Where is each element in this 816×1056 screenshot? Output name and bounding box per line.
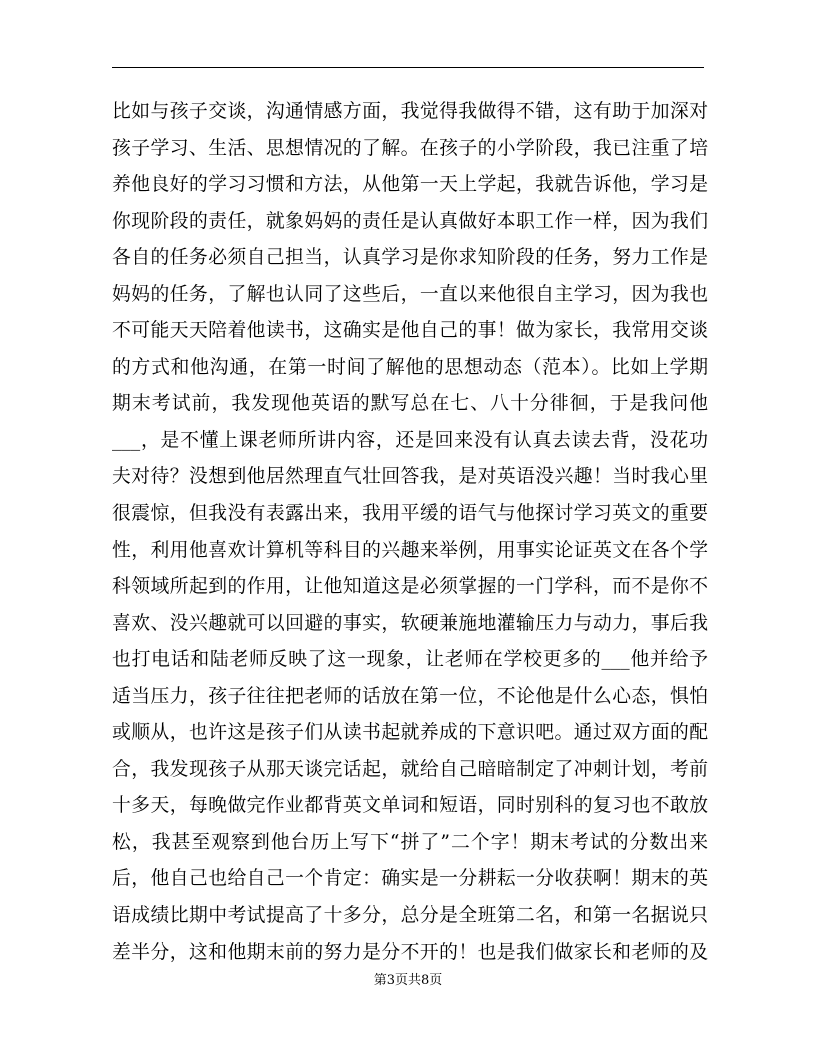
page-number-footer: 第3页共8页 [373,973,443,988]
text-line: 期末考试前，我发现他英语的默写总在七、八十分徘徊，于是我问他 [112,393,708,415]
text-line: 或顺从，也许这是孩子们从读书起就养成的下意识吧。通过双方面的配 [112,722,708,744]
text-line: 不可能天天陪着他读书，这确实是他自己的事！做为家长，我常用交谈 [112,320,708,342]
text-line: 也打电话和陆老师反映了这一现象，让老师在学校更多的___他并给予 [112,649,708,671]
text-line: 你现阶段的责任，就象妈妈的责任是认真做好本职工作一样，因为我们 [112,210,708,232]
text-line: 后，他自己也给自己一个肯定：确实是一分耕耘一分收获啊！期末的英 [112,868,708,890]
text-line: 养他良好的学习习惯和方法，从他第一天上学起，我就告诉他，学习是 [112,174,708,196]
body-text [112,94,708,971]
text-line: 夫对待？没想到他居然理直气壮回答我，是对英语没兴趣！当时我心里 [112,466,708,488]
text-line: 松，我甚至观察到他台历上写下“拼了”二个字！期末考试的分数出来 [112,831,708,853]
text-line: 性，利用他喜欢计算机等科目的兴趣来举例，用事实论证英文在各个学 [112,539,708,561]
text-line: 喜欢、没兴趣就可以回避的事实，软硬兼施地灌输压力与动力，事后我 [112,612,708,634]
text-line: 很震惊，但我没有表露出来，我用平缓的语气与他探讨学习英文的重要 [112,503,708,525]
header-rule [112,67,704,68]
text-line: 的方式和他沟通，在第一时间了解他的思想动态（范本）。比如上学期 [112,356,708,378]
text-line: 孩子学习、生活、思想情况的了解。在孩子的小学阶段，我已注重了培 [112,137,708,159]
text-line: 语成绩比期中考试提高了十多分，总分是全班第二名，和第一名据说只 [112,905,708,927]
text-line: 各自的任务必须自己担当，认真学习是你求知阶段的任务，努力工作是 [112,247,708,269]
text-line: 妈妈的任务，了解也认同了这些后，一直以来他很自主学习，因为我也 [112,283,708,305]
text-line: 科领域所起到的作用，让他知道这是必须掌握的一门学科，而不是你不 [112,576,708,598]
text-line: ___，是不懂上课老师所讲内容，还是回来没有认真去读去背，没花功 [112,429,708,451]
text-line: 适当压力，孩子往往把老师的话放在第一位，不论他是什么心态，惧怕 [112,685,708,707]
text-line: 差半分，这和他期末前的努力是分不开的！也是我们做家长和老师的及 [112,941,708,963]
text-line: 合，我发现孩子从那天谈完话起，就给自己暗暗制定了冲刺计划，考前 [112,758,708,780]
text-line: 十多天，每晚做完作业都背英文单词和短语，同时别科的复习也不敢放 [112,795,708,817]
text-line: 比如与孩子交谈，沟通情感方面，我觉得我做得不错，这有助于加深对 [112,101,708,122]
